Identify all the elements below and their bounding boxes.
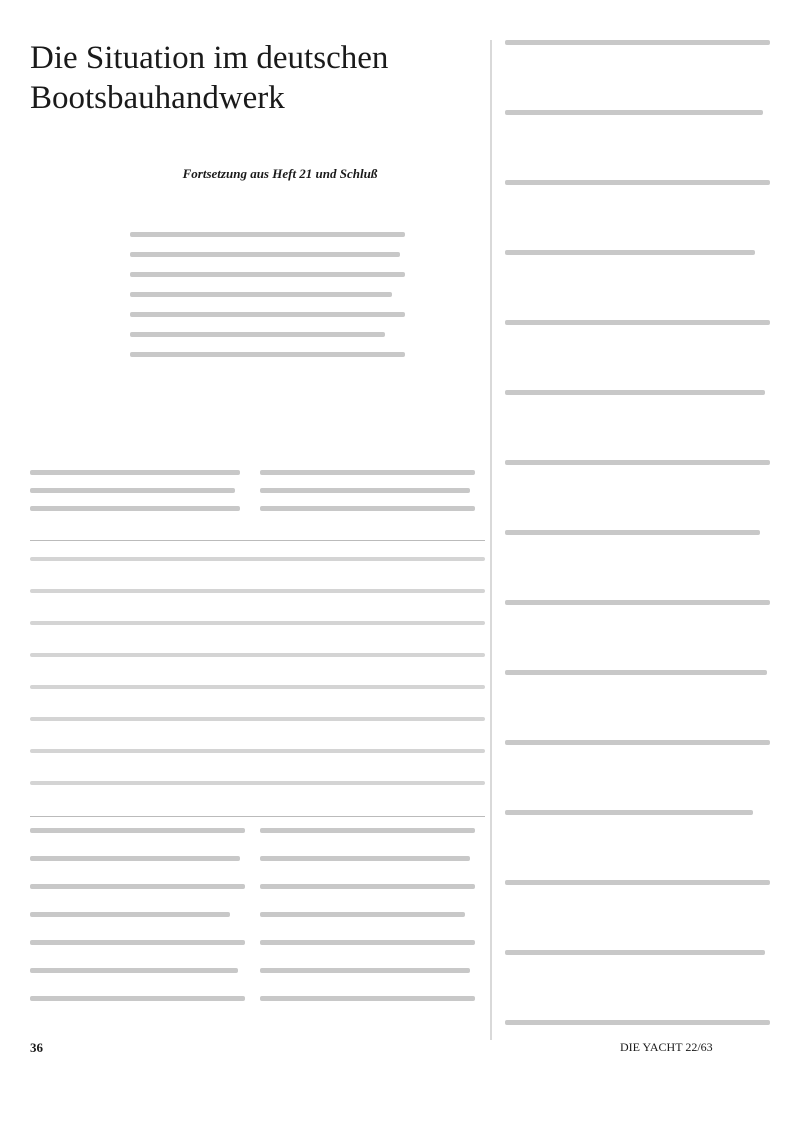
subtitle: Fortsetzung aus Heft 21 und Schluß	[182, 166, 378, 181]
bottom-left-column-placeholder	[30, 828, 245, 1018]
page-title: Die Situation im deutschen Bootsbauhandwerk	[30, 40, 389, 116]
bottom-center-column-placeholder	[260, 828, 475, 1018]
intro-placeholder	[130, 232, 405, 377]
column-divider	[490, 40, 492, 1040]
page-number: 36	[30, 1040, 43, 1055]
left-column-placeholder	[30, 470, 240, 530]
center-column-placeholder	[260, 470, 475, 530]
footer-journal: DIE YACHT 22/63	[620, 1040, 713, 1054]
data-table-placeholder	[30, 540, 485, 817]
right-column-placeholder	[505, 40, 770, 1030]
